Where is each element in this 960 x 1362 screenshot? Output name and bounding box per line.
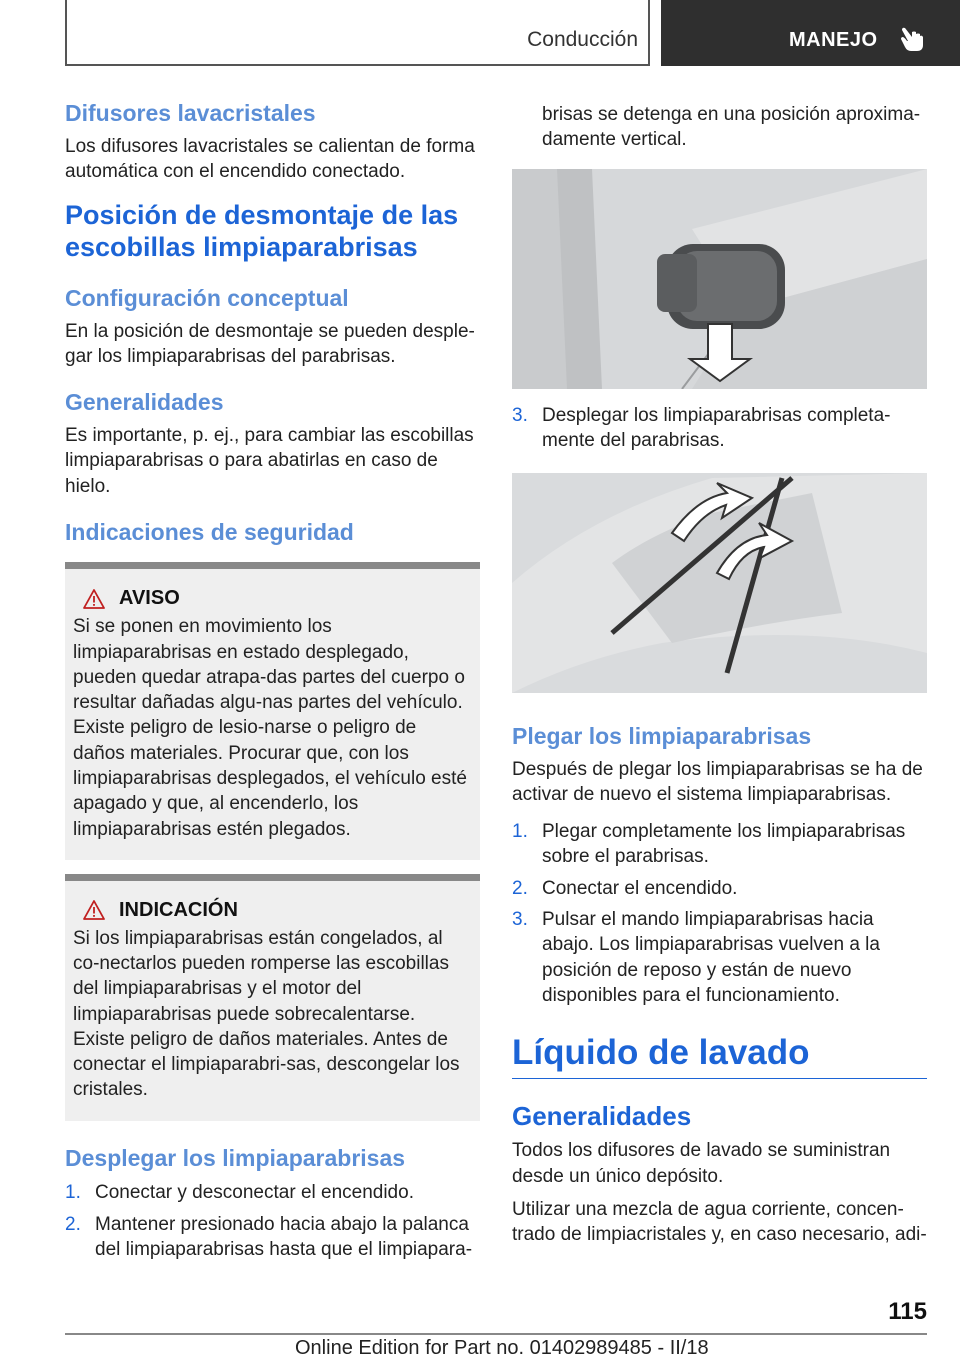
liq-text-1: Todos los difusores de lavado se suministran desde un único depósito. bbox=[512, 1140, 891, 1187]
warning-triangle-icon bbox=[83, 589, 105, 609]
step-text: Desplegar los limpiaparabrisas completa-mente del parabrisas. bbox=[542, 404, 891, 451]
page-number: 115 bbox=[888, 1298, 927, 1325]
aviso-box bbox=[65, 562, 480, 859]
footer-edition: Online Edition for Part no. 01402989485 - II/18 bbox=[295, 1337, 709, 1359]
list-item bbox=[512, 403, 927, 454]
step-text: Mantener presionado hacia abajo la palanca del limpiaparabrisas hasta que el limpiapara- bbox=[95, 1213, 473, 1260]
step-number: 1. bbox=[512, 821, 528, 843]
mirror-wiper-image bbox=[512, 169, 927, 389]
page-header bbox=[65, 0, 960, 66]
step-number: 3. bbox=[512, 404, 528, 426]
step-text: Conectar y desconectar el encendido. bbox=[95, 1182, 414, 1204]
indicacion-box bbox=[65, 874, 480, 1121]
list-item bbox=[512, 907, 927, 1008]
step-number: 2. bbox=[512, 877, 528, 899]
desplegar-steps bbox=[65, 1180, 480, 1262]
step-text: Pulsar el mando limpiaparabrisas hacia abajo. Los limpiaparabrisas vuelven a la posición de reposo y están de nuevo disponibles para el funcionamiento. bbox=[542, 908, 880, 1006]
plegar-steps bbox=[512, 819, 927, 1008]
footer-divider bbox=[65, 1333, 927, 1335]
windshield-illustration bbox=[512, 473, 927, 693]
indicacion-text: Si los limpiaparabrisas están congelados, al co-nectarlos pueden romperse las escobillas del limpiaparabrisas y el motor del limpiaparabrisas puede sobrecalentarse. Existe peligro de daños materiales. Antes de conectar el limpiaparabri-sas, descongelar los cristales. bbox=[73, 927, 460, 1101]
hand-pointing-down-icon bbox=[899, 24, 925, 52]
step-number: 3. bbox=[512, 908, 528, 930]
chapter-tab bbox=[661, 0, 960, 66]
desplegar-heading: Desplegar los limpiaparabrisas bbox=[65, 1144, 406, 1171]
plegar-heading: Plegar los limpiaparabrisas bbox=[512, 723, 812, 750]
generalidades-heading: Generalidades bbox=[65, 389, 224, 416]
section-title: Conducción bbox=[527, 28, 638, 51]
posicion-heading: Posición de desmontaje de las escobillas limpiaparabrisas bbox=[65, 200, 459, 262]
list-item bbox=[512, 876, 927, 901]
liquido-heading: Líquido de lavado bbox=[512, 1032, 927, 1079]
step-number: 1. bbox=[65, 1182, 81, 1204]
step-text: Conectar el encendido. bbox=[542, 877, 738, 899]
step-text: Plegar completamente los limpiaparabrisas sobre el parabrisas. bbox=[542, 821, 906, 868]
list-item bbox=[65, 1180, 480, 1205]
right-column bbox=[512, 100, 927, 1247]
seguridad-heading: Indicaciones de seguridad bbox=[65, 518, 354, 545]
plegar-text: Después de plegar los limpiaparabrisas se ha de activar de nuevo el sistema limpiaparabrisas. bbox=[512, 758, 923, 805]
aviso-title: AVISO bbox=[119, 587, 180, 610]
list-item bbox=[512, 819, 927, 870]
indicacion-title-row bbox=[73, 899, 472, 922]
mirror-illustration bbox=[512, 169, 927, 389]
config-heading: Configuración conceptual bbox=[65, 285, 349, 312]
aviso-text: Si se ponen en movimiento los limpiaparabrisas en estado desplegado, pueden quedar atrapa-das partes del cuerpo o resultar dañadas algu-nas partes del vehículo. Existe peligro de lesio-narse o peligro de daños materiales. Procurar que, con los limpiaparabrisas desplegados, el vehículo esté apagado y que, al encenderlo, los limpiaparabrisas estén plegados. bbox=[73, 616, 467, 840]
chapter-title: MANEJO bbox=[789, 29, 878, 51]
continued-text: brisas se detenga en una posición aproxima-damente vertical. bbox=[542, 104, 921, 151]
warning-triangle-icon bbox=[83, 900, 105, 920]
section-tab bbox=[65, 0, 650, 66]
config-text: En la posición de desmontaje se pueden desple-gar los limpiaparabrisas del parabrisas. bbox=[65, 320, 475, 368]
left-column bbox=[65, 100, 480, 1262]
windshield-wiper-image bbox=[512, 473, 927, 693]
liq-text-2: Utilizar una mezcla de agua corriente, concen-trado de limpiacristales y, en caso necesario, adi- bbox=[512, 1198, 927, 1246]
list-item bbox=[65, 1212, 480, 1263]
generalidades-text: Es importante, p. ej., para cambiar las escobillas limpiaparabrisas o para abatirlas en caso de hielo. bbox=[65, 425, 474, 497]
indicacion-title: INDICACIÓN bbox=[119, 898, 238, 921]
difusores-text: Los difusores lavacristales se calientan de forma automática con el encendido conectado. bbox=[65, 135, 475, 182]
difusores-heading: Difusores lavacristales bbox=[65, 100, 316, 126]
step-number: 2. bbox=[65, 1213, 81, 1235]
aviso-title-row bbox=[73, 587, 472, 610]
liq-generalidades-heading: Generalidades bbox=[512, 1101, 692, 1132]
